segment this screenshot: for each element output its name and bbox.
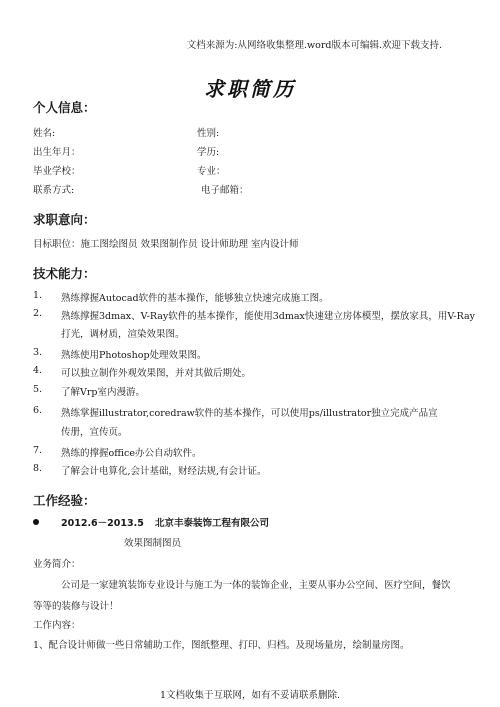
gender-label: 性别: [197, 128, 220, 139]
skill-item-text-cont: 打光，调材质，渲染效果图。 [61, 329, 185, 340]
company-name: 北京丰泰装饰工程有限公司 [155, 518, 270, 529]
bullet-icon [33, 519, 39, 525]
page-title: 求职简历 [204, 77, 296, 101]
intent-heading: 求职意向： [33, 212, 96, 227]
header-note: 文档来源为:从网络收集整理.word版本可编辑.欢迎下载支持. [186, 40, 442, 51]
skill-number: 8. [33, 463, 43, 474]
footer-note: 1文档收集于互联网，如有不妥请联系删除. [159, 690, 341, 701]
skill-item-text: 可以独立制作外观效果图，并对其做后期处。 [61, 368, 252, 379]
contact-label: 联系方式: [33, 185, 75, 196]
skill-item-text: 了解会计电算化,会计基础，财经法规,有会计证。 [61, 466, 267, 477]
education-label: 学历: [197, 147, 220, 158]
skill-item-text: 熟练掌握illustrator,coredraw软件的基本操作，可以使用ps/illustrator独立完成产品宣 [61, 408, 438, 419]
skill-item-text-cont: 传册，宣传页。 [61, 427, 128, 438]
skill-item-text: 熟练的撑握office办公自动软件。 [61, 448, 202, 459]
school-label: 毕业学校： [33, 166, 81, 177]
duties-label: 工作内容： [33, 620, 81, 631]
skill-number: 5. [33, 384, 43, 395]
profile-label: 业务简介： [33, 559, 81, 570]
skill-number: 1. [33, 290, 43, 301]
skills-heading: 技术能力： [33, 266, 96, 281]
email-label: 电子邮箱： [201, 185, 249, 196]
duty-item: 1、配合设计师做一些日常辅助工作，图纸整理、打印、归档。及现场量房，绘制量房图。 [33, 640, 410, 651]
skill-number: 4. [33, 365, 43, 376]
name-label: 姓名: [33, 128, 56, 139]
personal-info-heading: 个人信息： [33, 100, 96, 115]
skill-number: 7. [33, 445, 43, 456]
skill-item-text: 熟练撑握Autocad软件的基本操作，能够独立快速完成施工图。 [61, 293, 329, 304]
skill-number: 2. [33, 308, 43, 319]
skill-number: 6. [33, 405, 43, 416]
job-period: 2012.6－2013.5 [61, 518, 144, 529]
major-label: 专业： [197, 166, 226, 177]
work-heading: 工作经验： [33, 493, 96, 508]
skill-number: 3. [33, 347, 43, 358]
profile-text-cont: 等等的装修与设计！ [33, 601, 119, 612]
skill-item-text: 了解Vrp室内漫游。 [61, 387, 145, 398]
skill-item-text: 熟练使用Photoshop处理效果图。 [61, 350, 207, 361]
birth-label: 出生年月： [33, 147, 81, 158]
intent-text: 目标职位：施工图绘图员 效果图制作员 设计师助理 室内设计师 [33, 239, 299, 250]
skill-item-text: 熟练撑握3dmax、V-Ray软件的基本操作，能使用3dmax快速建立房体模型，摆放家具，用V-Ray [61, 311, 476, 322]
profile-text: 公司是一家建筑装饰专业设计与施工为一体的装饰企业，主要从事办公空间、医疗空间，餐饮 [61, 580, 451, 591]
job-position: 效果图制图员 [124, 538, 182, 549]
